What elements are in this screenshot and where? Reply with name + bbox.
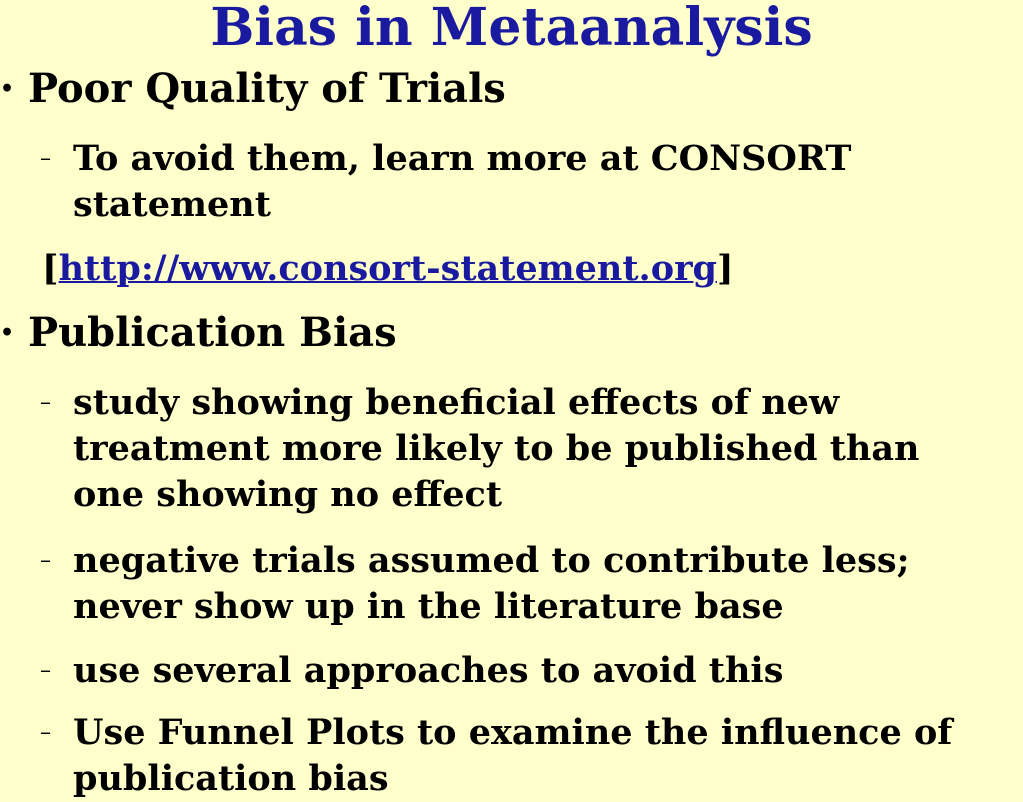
subitem-line: one showing no effect	[73, 474, 502, 515]
subitem-marker: –	[40, 720, 51, 745]
subitem-marker: –	[40, 146, 51, 171]
bullet-text: Publication Bias	[28, 309, 397, 356]
bullet-marker: •	[0, 320, 15, 346]
subitem-consort	[40, 136, 1015, 228]
subitem-beneficial-effects	[40, 380, 1015, 518]
slide-title: Bias in Metaanalysis	[210, 0, 813, 58]
subitem-line: study showing beneficial effects of new	[73, 382, 840, 423]
bullet-marker: •	[0, 76, 15, 102]
subitem-line: Use Funnel Plots to examine the influence of	[73, 712, 953, 753]
subitem-line: publication bias	[73, 758, 389, 799]
close-bracket: ]	[716, 248, 734, 289]
subitem-negative-trials	[40, 538, 1015, 630]
subitem-line: treatment more likely to be published than	[73, 428, 920, 469]
subitem-line: use several approaches to avoid this	[73, 650, 784, 691]
consort-link[interactable]: http://www.consort-statement.org	[58, 248, 717, 289]
subitem-line: To avoid them, learn more at CONSORT	[73, 138, 852, 179]
subitem-marker: –	[40, 390, 51, 415]
bullet-text: Poor Quality of Trials	[28, 65, 506, 112]
subitem-line: statement	[73, 184, 271, 225]
subitem-several-approaches	[40, 648, 1015, 694]
subitem-line: never show up in the literature base	[73, 586, 784, 627]
subitem-marker: –	[40, 658, 51, 683]
subitem-line: negative trials assumed to contribute less;	[73, 540, 910, 581]
consort-link-line	[42, 246, 734, 292]
open-bracket: [	[42, 248, 59, 289]
subitem-funnel-plots	[40, 710, 1015, 802]
subitem-marker: –	[40, 548, 51, 573]
